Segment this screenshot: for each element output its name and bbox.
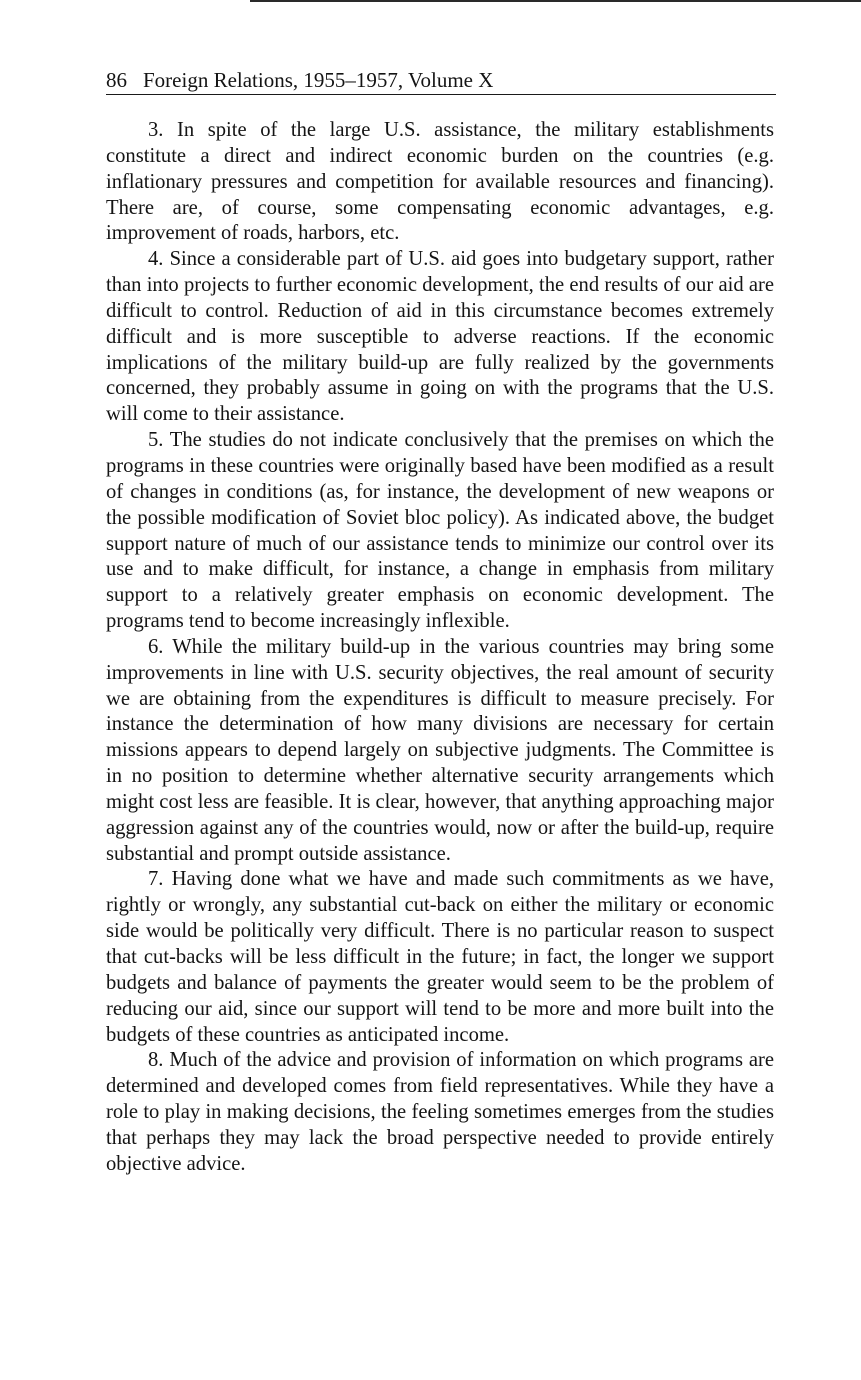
- page-number: 86: [106, 68, 127, 92]
- running-title: Foreign Relations, 1955–1957, Volume X: [143, 68, 494, 92]
- running-head: [106, 66, 776, 95]
- top-edge-rule: [250, 0, 861, 2]
- paragraph-3: 3. In spite of the large U.S. assistance, the military establishments constitute a direct and indirect economic burden on the countries (e.g. inflationary pressures and competition for available resources and financing). There are, of course, some compensating economic advantages, e.g. improvement of roads, harbors, etc.: [106, 119, 774, 245]
- paragraph-5: 5. The studies do not indicate conclusively that the premises on which the programs in these countries were originally based have been modified as a result of changes in conditions (as, for instance, the development of new weapons or the possible modification of Soviet bloc policy). As indicated above, the budget support nature of much of our assistance tends to minimize our control over its use and to make difficult, for instance, a change in emphasis from military support to a relatively greater emphasis on economic development. The programs tend to become increasingly inflexible.: [106, 429, 774, 633]
- body-text: [106, 118, 774, 1178]
- paragraph-7: 7. Having done what we have and made such commitments as we have, rightly or wrongly, any substantial cut-back on either the military or economic side would be politically very difficult. There is no particular reason to suspect that cut-backs will be less difficult in the future; in fact, the longer we support budgets and balance of payments the greater would seem to be the problem of reducing our aid, since our support will tend to be more and more built into the budgets of these countries as anticipated income.: [106, 868, 774, 1046]
- paragraph-6: 6. While the military build-up in the various countries may bring some improvements in line with U.S. security objectives, the real amount of security we are obtaining from the expenditures is difficult to measure precisely. For instance the determination of how many divisions are necessary for certain missions appears to depend largely on subjective judgments. The Committee is in no position to determine whether alternative security arrangements which might cost less are feasible. It is clear, however, that anything approaching major aggression against any of the countries would, now or after the build-up, require substantial and prompt outside assistance.: [106, 635, 774, 865]
- paragraph-8: 8. Much of the advice and provision of information on which programs are determined and developed comes from field representatives. While they have a role to play in making decisions, the feeling sometimes emerges from the studies that perhaps they may lack the broad perspective needed to provide entirely objective advice.: [106, 1049, 774, 1175]
- paragraph-4: 4. Since a considerable part of U.S. aid goes into budgetary support, rather than into projects to further economic development, the end results of our aid are difficult to control. Reduction of aid in this circumstance becomes extremely difficult and is more susceptible to adverse reactions. If the economic implications of the military build-up are fully realized by the governments concerned, they probably assume in going on with the programs that the U.S. will come to their assistance.: [106, 248, 774, 426]
